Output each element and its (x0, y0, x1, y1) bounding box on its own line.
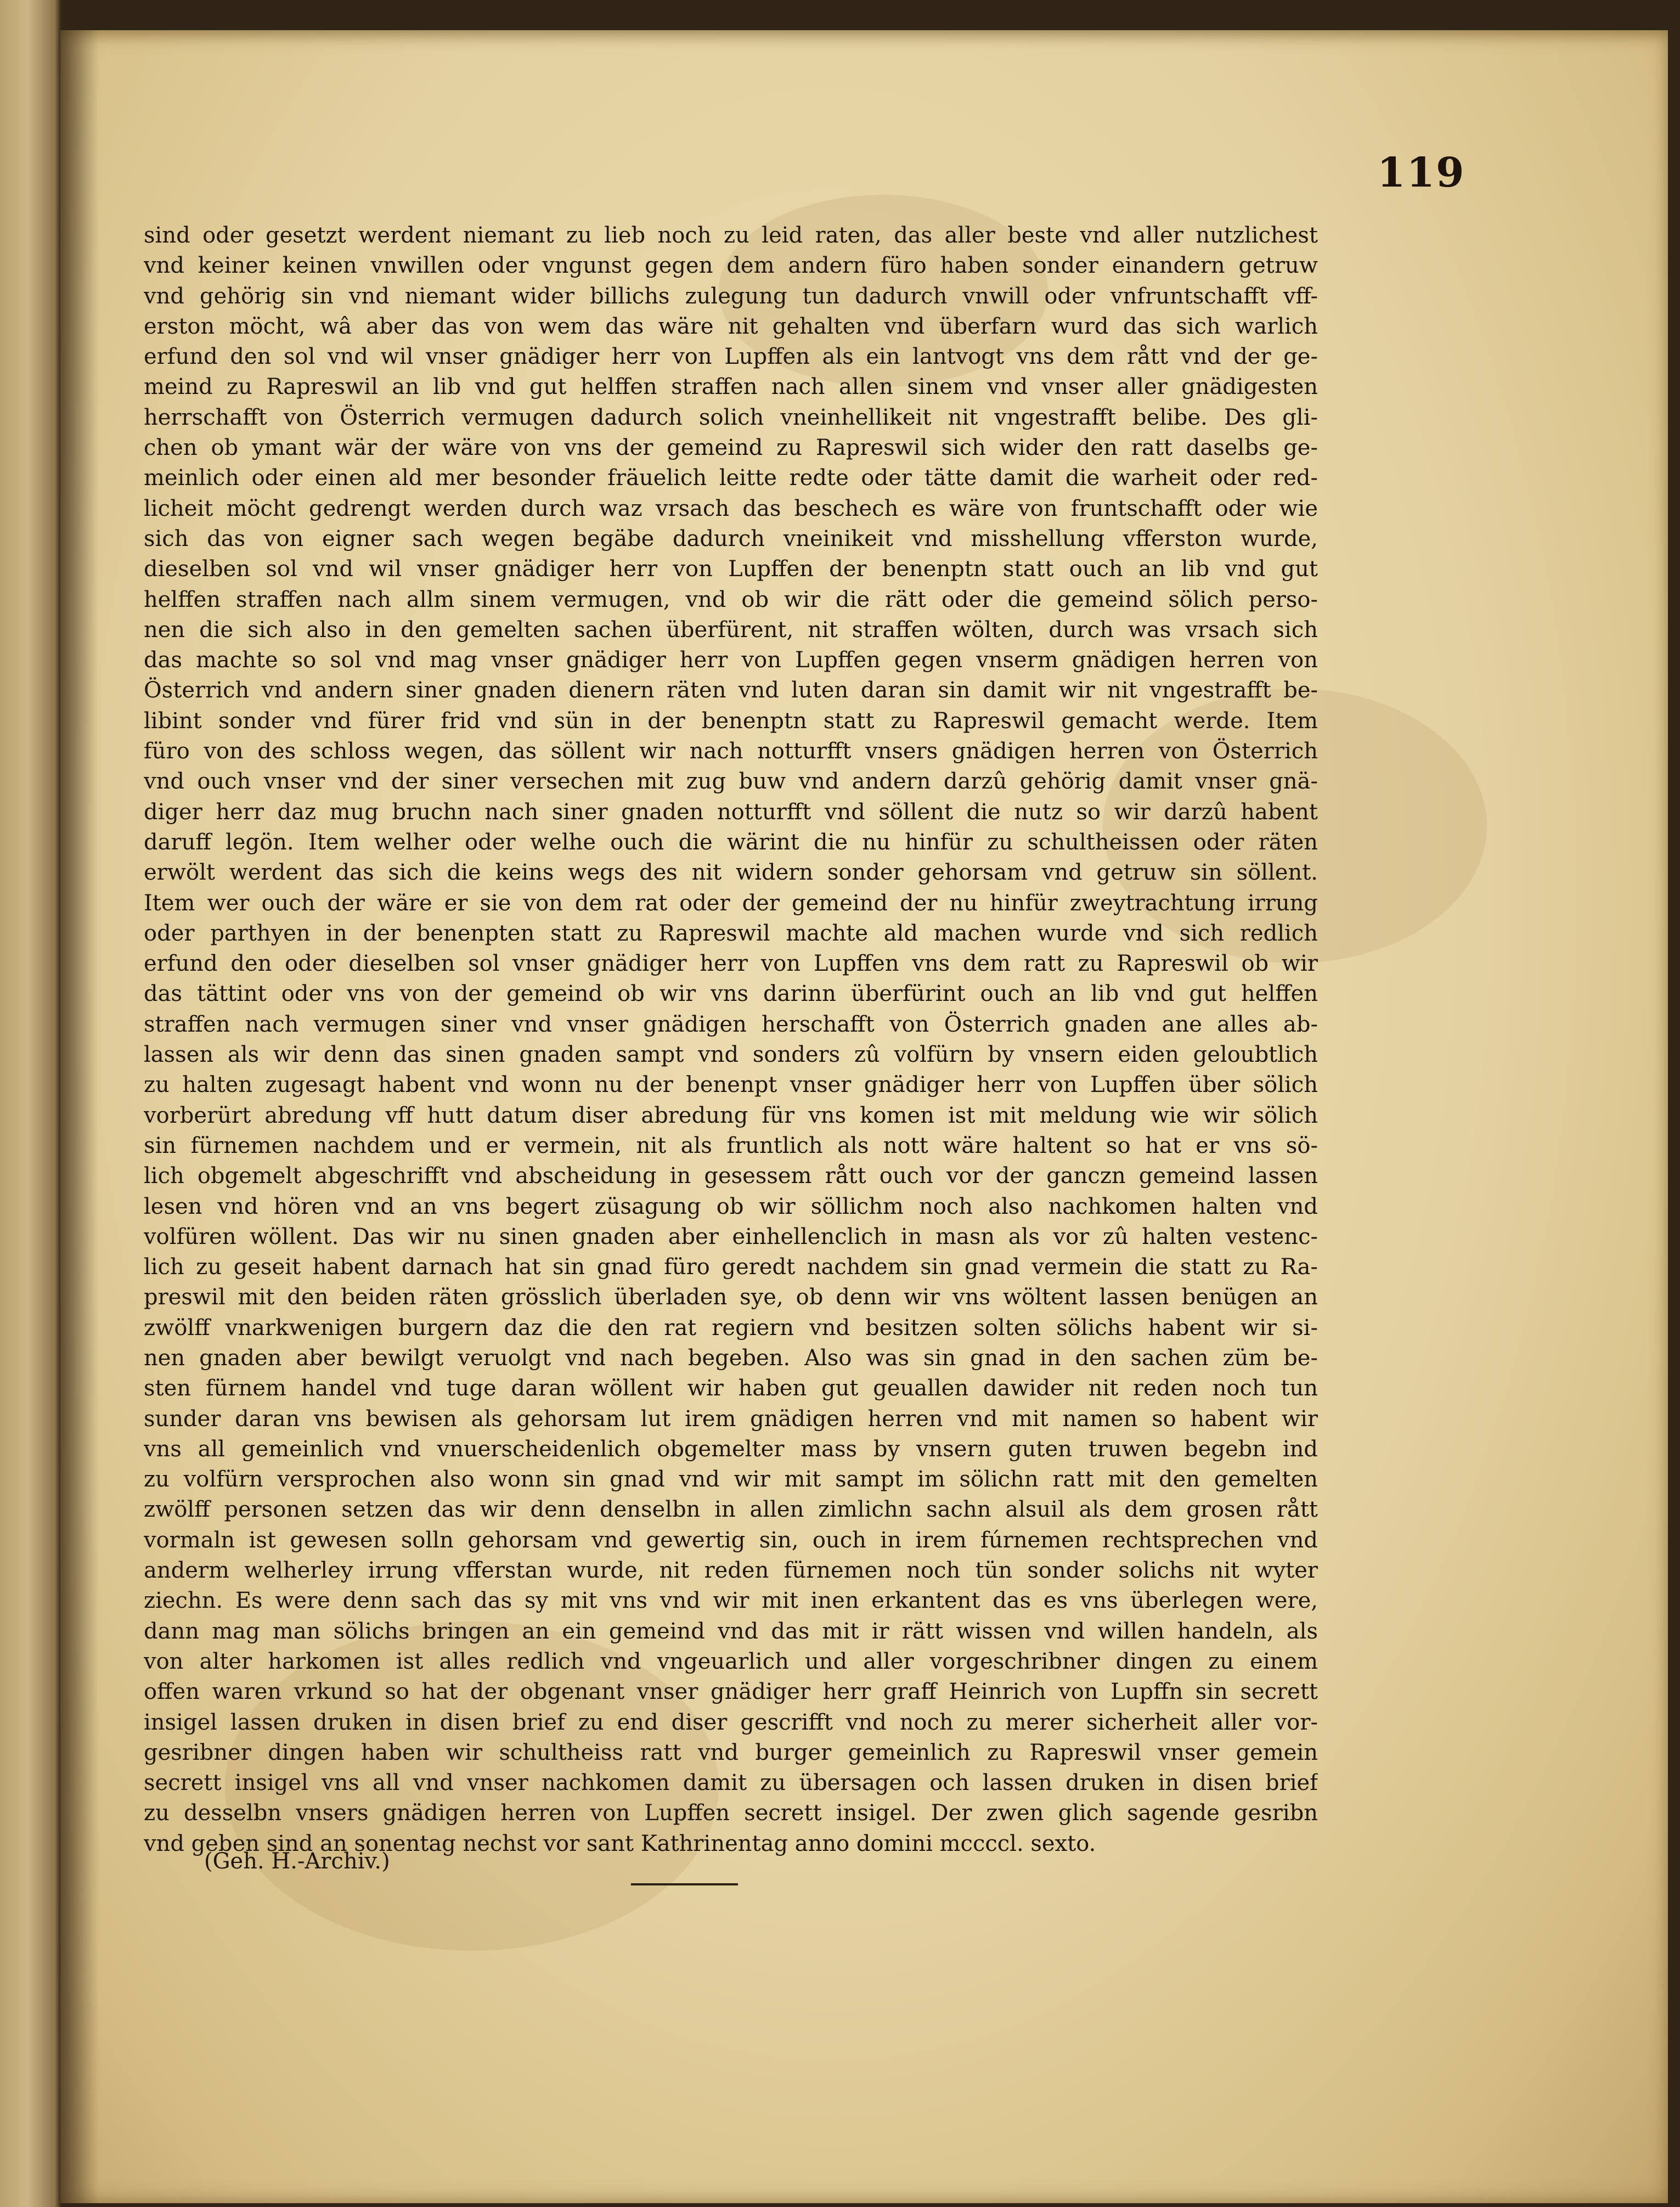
end-rule (631, 1883, 738, 1885)
text-line: lassen als wir denn das sinen gnaden sampt vnd sonders zû volfürn by vnsern eiden geloubtlich (144, 1042, 1318, 1068)
text-line: gesribner dingen haben wir schultheiss ratt vnd burger gemeinlich zu Rapreswil vnser gemein (144, 1739, 1318, 1765)
text-line: sind oder gesetzt werdent niemant zu lieb noch zu leid raten, das aller beste vnd aller nutzlichest (144, 223, 1318, 248)
text-line: meind zu Rapreswil an lib vnd gut helffen straffen nach allen sinem vnd vnser aller gnädigesten (144, 374, 1318, 400)
text-line: libint sonder vnd fürer frid vnd sün in der benenptn statt zu Rapreswil gemacht werde. Item (144, 708, 1318, 734)
text-line: herrschafft von Österrich vermugen dadurch solich vneinhellikeit nit vngestrafft belibe. Des gli- (144, 404, 1318, 430)
text-line: straffen nach vermugen siner vnd vnser gnädigen herschafft von Österrich gnaden ane alles ab- (144, 1011, 1318, 1037)
text-line: preswil mit den beiden räten grösslich überladen sye, ob denn wir vns wöltent lassen benügen an (144, 1285, 1318, 1310)
text-line: zwölff vnarkwenigen burgern daz die den rat regiern vnd besitzen solten sölichs habent wir si- (144, 1315, 1318, 1341)
text-line: insigel lassen druken in disen brief zu end diser gescrifft vnd noch zu merer sicherheit aller vor- (144, 1709, 1318, 1735)
text-line: zu halten zugesagt habent vnd wonn nu der benenpt vnser gnädiger herr von Lupffen über sölich (144, 1072, 1318, 1098)
text-line: lich obgemelt abgeschrifft vnd abscheidung in gesessem rått ouch vor der ganczn gemeind lassen (144, 1163, 1318, 1189)
text-line: nen die sich also in den gemelten sachen überfürent, nit straffen wölten, durch was vrsach sich (144, 617, 1318, 643)
text-line: ziechn. Es were denn sach das sy mit vns vnd wir mit inen erkantent das es vns überlegen were, (144, 1588, 1318, 1614)
text-line: erwölt werdent das sich die keins wegs des nit widern sonder gehorsam vnd getruw sin söllent. (144, 860, 1318, 886)
text-line: Österrich vnd andern siner gnaden dienern räten vnd luten daran sin damit wir nit vngestrafft be- (144, 678, 1318, 703)
text-line: vnd gehörig sin vnd niemant wider billichs zulegung tun dadurch vnwill oder vnfruntschafft vff- (144, 283, 1318, 309)
text-line: secrett insigel vns all vnd vnser nachkomen damit zu übersagen och lassen druken in disen brief (144, 1770, 1318, 1796)
text-line: vnd keiner keinen vnwillen oder vngunst gegen dem andern füro haben sonder einandern getruw (144, 253, 1318, 279)
text-line: volfüren wöllent. Das wir nu sinen gnaden aber einhellenclich in masn als vor zû halten vestenc- (144, 1224, 1318, 1249)
text-line: sunder daran vns bewisen als gehorsam lut irem gnädigen herren vnd mit namen so habent wir (144, 1406, 1318, 1432)
text-line: chen ob ymant wär der wäre von vns der gemeind zu Rapreswil sich wider den ratt daselbs ge- (144, 435, 1318, 461)
text-line: vnd ouch vnser vnd der siner versechen mit zug buw vnd andern darzû gehörig damit vnser gnä- (144, 769, 1318, 795)
text-line: erfund den oder dieselben sol vnser gnädiger herr von Lupffen vns dem ratt zu Rapreswil ob wir (144, 951, 1318, 977)
text-line: offen waren vrkund so hat der obgenant vnser gnädiger herr graff Heinrich von Lupffn sin secrett (144, 1679, 1318, 1705)
text-line: helffen straffen nach allm sinem vermugen, vnd ob wir die rätt oder die gemeind sölich perso- (144, 587, 1318, 612)
text-line: licheit möcht gedrengt werden durch waz vrsach das beschech es wäre von fruntschafft oder wie (144, 496, 1318, 521)
text-line: oder parthyen in der benenpten statt zu Rapreswil machte ald machen wurde vnd sich redlich (144, 920, 1318, 946)
text-line: vormaln ist gewesen solln gehorsam vnd gewertig sin, ouch in irem fúrnemen rechtsprechen vnd (144, 1527, 1318, 1553)
text-line: das machte so sol vnd mag vnser gnädiger herr von Lupffen gegen vnserm gnädigen herren von (144, 648, 1318, 673)
text-line: lesen vnd hören vnd an vns begert züsagung ob wir söllichm noch also nachkomen halten vnd (144, 1193, 1318, 1219)
text-line: dieselben sol vnd wil vnser gnädiger herr von Lupffen der benenptn statt ouch an lib vnd gut (144, 556, 1318, 582)
text-line: lich zu geseit habent darnach hat sin gnad füro geredt nachdem sin gnad vermein die statt zu Ra- (144, 1254, 1318, 1280)
document-body (144, 221, 1318, 1859)
text-line: erfund den sol vnd wil vnser gnädiger herr von Lupffen als ein lantvogt vns dem rått vnd der ge- (144, 344, 1318, 370)
text-line: vnd geben sind an sonentag nechst vor sant Kathrinentag anno domini mccccl. sexto. (144, 1831, 1096, 1856)
text-line: zu desselbn vnsers gnädigen herren von Lupffen secrett insigel. Der zwen glich sagende gesribn (144, 1800, 1318, 1826)
text-line: Item wer ouch der wäre er sie von dem rat oder der gemeind der nu hinfür zweytrachtung irrung (144, 890, 1318, 916)
left-page-edge (0, 0, 60, 2207)
text-line: vns all gemeinlich vnd vnuerscheidenlich obgemelter mass by vnsern guten truwen begebn ind (144, 1436, 1318, 1462)
text-line: sich das von eigner sach wegen begäbe dadurch vneinikeit vnd misshellung vfferston wurde, (144, 526, 1318, 551)
text-line: dann mag man sölichs bringen an ein gemeind vnd das mit ir rätt wissen vnd willen handeln, als (144, 1618, 1318, 1644)
text-line: meinlich oder einen ald mer besonder fräuelich leitte redte oder tätte damit die warheit oder red- (144, 465, 1318, 491)
text-line: füro von des schloss wegen, das söllent wir nach notturfft vnsers gnädigen herren von Österrich (144, 739, 1318, 764)
text-line: von alter harkomen ist alles redlich vnd vngeuarlich und aller vorgeschribner dingen zu einem (144, 1648, 1318, 1674)
text-line: sten fürnem handel vnd tuge daran wöllent wir haben gut geuallen dawider nit reden noch tun (144, 1376, 1318, 1401)
text-line: das tättint oder vns von der gemeind ob wir vns darinn überfürint ouch an lib vnd gut helffen (144, 981, 1318, 1007)
text-line: daruff legön. Item welher oder welhe ouch die wärint die nu hinfür zu schultheissen oder räten (144, 829, 1318, 855)
source-note: (Geh. H.-Archiv.) (204, 1849, 390, 1874)
text-line: anderm welherley irrung vfferstan wurde, nit reden fürnemen noch tün sonder solichs nit wyter (144, 1558, 1318, 1584)
text-line: zu volfürn versprochen also wonn sin gnad vnd wir mit sampt im sölichn ratt mit den gemelten (144, 1467, 1318, 1493)
page-number: 119 (1377, 149, 1465, 196)
spine-shadow (60, 30, 99, 2203)
text-line: sin fürnemen nachdem und er vermein, nit als fruntlich als nott wäre haltent so hat er vns sö- (144, 1133, 1318, 1158)
text-line: nen gnaden aber bewilgt veruolgt vnd nach begeben. Also was sin gnad in den sachen züm be- (144, 1345, 1318, 1371)
text-line: diger herr daz mug bruchn nach siner gnaden notturfft vnd söllent die nutz so wir darzû habent (144, 799, 1318, 825)
text-line: erston möcht, wâ aber das von wem das wäre nit gehalten vnd überfarn wurd das sich warlich (144, 313, 1318, 339)
text-line: zwölff personen setzen das wir denn denselbn in allen zimlichn sachn alsuil als dem grosen rått (144, 1497, 1318, 1523)
text-line: vorberürt abredung vff hutt datum diser abredung für vns komen ist mit meldung wie wir sölich (144, 1102, 1318, 1128)
